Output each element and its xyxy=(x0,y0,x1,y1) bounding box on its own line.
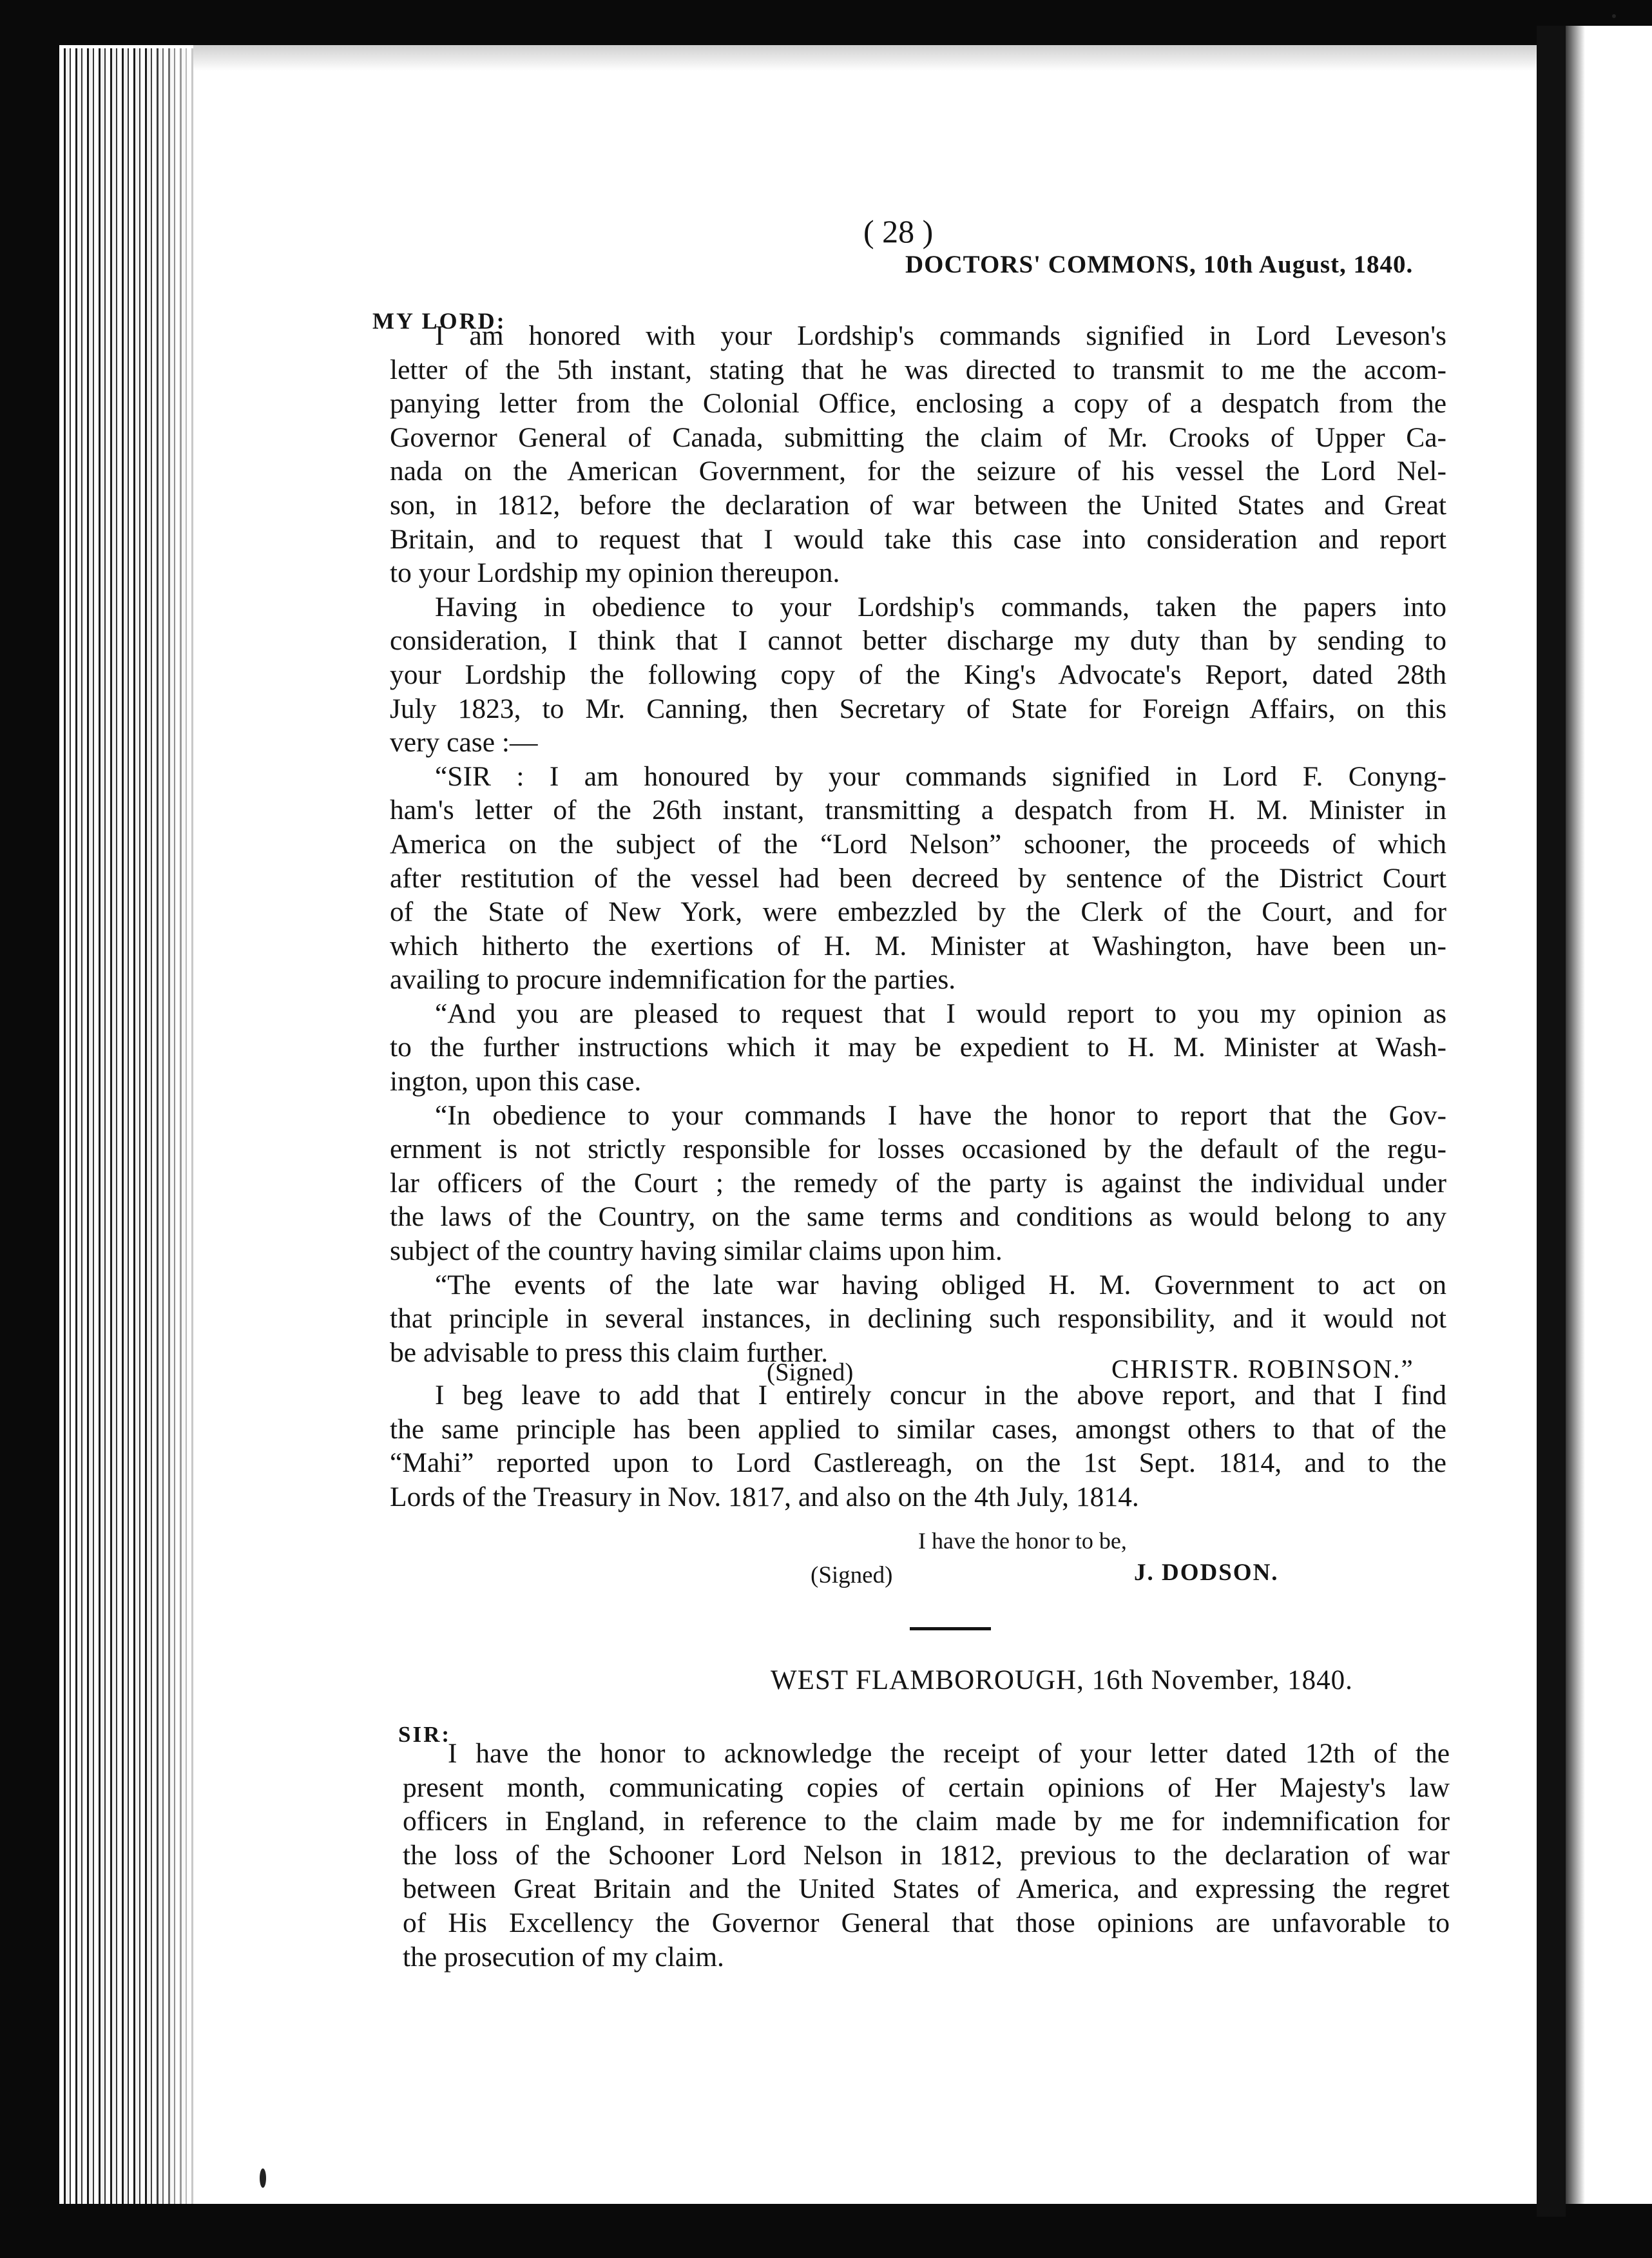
quoted-signed-label: (Signed) xyxy=(767,1358,854,1386)
book-gutter xyxy=(1537,26,1566,2217)
page-number: ( 28 ) xyxy=(863,213,934,249)
letter2-body xyxy=(403,1737,1450,1974)
letter1-salutation: MY LORD: xyxy=(372,308,506,334)
text-line: “The events of the late war having obliged H. M. Government to act on xyxy=(435,1269,1446,1300)
text-line: be advisable to press this claim further. xyxy=(390,1336,829,1368)
text-line: the loss of the Schooner Lord Nelson in 1812, previous to the declaration of war xyxy=(403,1839,1450,1871)
text-line: the laws of the Country, on the same terms and conditions as would belong to any xyxy=(390,1201,1446,1233)
text-line: to the further instructions which it may be expedient to H. M. Minister at Wash- xyxy=(390,1032,1446,1063)
paragraph xyxy=(390,760,1446,997)
text-line: to your Lordship my opinion thereupon. xyxy=(390,557,840,589)
text-line: which hitherto the exertions of H. M. Minister at Washington, have been un- xyxy=(390,930,1446,961)
page-top-shadow xyxy=(193,45,1537,71)
text-line: son, in 1812, before the declaration of war between the United States and Great xyxy=(390,489,1446,521)
text-line: ington, upon this case. xyxy=(390,1066,642,1097)
text-line: after restitution of the vessel had been decreed by sentence of the District Court xyxy=(390,862,1446,894)
scan-speck xyxy=(1612,14,1616,18)
text-line: present month, communicating copies of certain opinions of Her Majesty's law xyxy=(403,1771,1450,1803)
scan-speck xyxy=(260,2168,266,2188)
text-line: “SIR : I am honoured by your commands signified in Lord F. Conyng- xyxy=(435,760,1446,792)
paragraph xyxy=(390,1099,1446,1268)
text-line: America on the subject of the “Lord Nelson” schooner, the proceeds of which xyxy=(390,828,1446,860)
quoted-signer: CHRISTR. ROBINSON.” xyxy=(1111,1354,1414,1384)
text-line: I beg leave to add that I entirely concur in the above report, and that I find xyxy=(435,1380,1446,1411)
text-line: Britain, and to request that I would take this case into consideration and report xyxy=(390,523,1446,555)
text-line: I have the honor to acknowledge the receipt of your letter dated 12th of the xyxy=(448,1738,1450,1769)
text-line: subject of the country having similar claims upon him. xyxy=(390,1235,1003,1267)
text-line: panying letter from the Colonial Office, enclosing a copy of a despatch from the xyxy=(390,388,1446,420)
paragraph xyxy=(390,997,1446,1099)
scan-border-top xyxy=(0,0,1652,45)
closing-paragraph xyxy=(390,1378,1446,1514)
text-line: of the State of New York, were embezzled by the Clerk of the Court, and for xyxy=(390,896,1446,928)
text-line: nada on the American Government, for the seizure of his vessel the Lord Nel- xyxy=(390,456,1446,487)
letter1-dateline: DOCTORS' COMMONS, 10th August, 1840. xyxy=(905,251,1414,278)
scan-border-bottom xyxy=(0,2204,1652,2258)
text-line: that principle in several instances, in declining such responsibility, and it would not xyxy=(390,1303,1446,1335)
text-line: July 1823, to Mr. Canning, then Secretary of State for Foreign Affairs, on this xyxy=(390,693,1446,724)
text-line: letter of the 5th instant, stating that he was directed to transmit to me the accom- xyxy=(390,354,1446,385)
text-line: between Great Britain and the United States of America, and expressing the regret xyxy=(403,1873,1450,1905)
facing-page-shadow xyxy=(1566,26,1585,2204)
letter1-body xyxy=(390,319,1446,1369)
text-line: “Mahi” reported upon to Lord Castlereagh, on the 1st Sept. 1814, and to the xyxy=(390,1447,1446,1479)
text-line: of His Excellency the Governor General that those opinions are unfavorable to xyxy=(403,1907,1450,1938)
text-line: very case :— xyxy=(390,727,538,758)
page-edges-fade xyxy=(148,48,206,2204)
text-line: availing to procure indemnification for the parties. xyxy=(390,964,956,996)
letter2-salutation: SIR: xyxy=(398,1722,452,1747)
text-line: Lords of the Treasury in Nov. 1817, and also on the 4th July, 1814. xyxy=(390,1481,1139,1512)
paragraph xyxy=(390,319,1446,590)
text-line: “And you are pleased to request that I would report to you my opinion as xyxy=(435,998,1446,1029)
text-line: “In obedience to your commands I have the honor to report that the Gov- xyxy=(435,1099,1446,1131)
letter2-dateline: WEST FLAMBOROUGH, 16th November, 1840. xyxy=(771,1665,1353,1695)
text-line: officers in England, in reference to the claim made by me for indemnification for xyxy=(403,1806,1450,1837)
paragraph xyxy=(390,590,1446,760)
valediction: I have the honor to be, xyxy=(918,1528,1127,1554)
text-line: the prosecution of my claim. xyxy=(403,1941,724,1973)
text-line: Governor General of Canada, submitting the claim of Mr. Crooks of Upper Ca- xyxy=(390,421,1446,453)
signed-label: (Signed) xyxy=(811,1562,893,1588)
text-line: ernment is not strictly responsible for losses occasioned by the default of the regu- xyxy=(390,1134,1446,1165)
text-line: Having in obedience to your Lordship's commands, taken the papers into xyxy=(435,591,1446,622)
text-line: I am honored with your Lordship's commands signified in Lord Leveson's xyxy=(435,320,1446,351)
section-divider xyxy=(910,1627,991,1630)
text-line: consideration, I think that I cannot better discharge my duty than by sending to xyxy=(390,625,1446,657)
text-line: ham's letter of the 26th instant, transmitting a despatch from H. M. Minister in xyxy=(390,795,1446,826)
scan-border-left xyxy=(0,0,59,2258)
signer: J. DODSON. xyxy=(1134,1559,1279,1586)
text-line: the same principle has been applied to similar cases, amongst others to that of the xyxy=(390,1413,1446,1445)
text-line: lar officers of the Court ; the remedy of the party is against the individual under xyxy=(390,1167,1446,1199)
text-line: your Lordship the following copy of the King's Advocate's Report, dated 28th xyxy=(390,659,1446,690)
